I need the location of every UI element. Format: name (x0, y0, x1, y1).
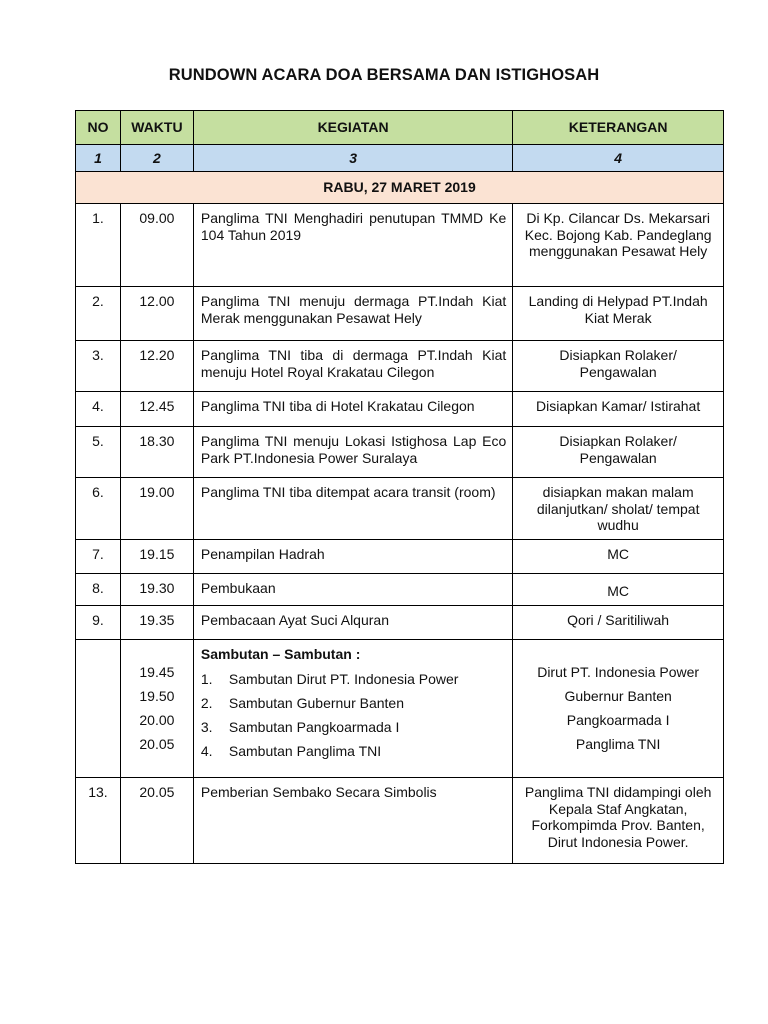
rundown-table (75, 110, 724, 864)
row-time: 09.00 (120, 204, 193, 287)
row-time: 19.15 (120, 540, 193, 574)
table-row (76, 540, 724, 574)
table-row (76, 204, 724, 287)
row-time: 12.20 (120, 341, 193, 392)
row-time: 19.00 (120, 478, 193, 540)
date-row (76, 172, 724, 204)
row-time: 12.45 (120, 392, 193, 427)
row-number: 9. (76, 606, 121, 640)
row-activity: Panglima TNI Menghadiri penutupan TMMD Ke 104 Tahun 2019 (193, 204, 512, 287)
sambutan-item (201, 743, 506, 767)
column-number: 3 (193, 145, 512, 172)
sambutan-item-label: Sambutan Pangkoarmada I (228, 718, 400, 735)
column-number-row (76, 145, 724, 172)
row-activity: Penampilan Hadrah (193, 540, 512, 574)
row-note: Disiapkan Rolaker/ Pengawalan (513, 341, 724, 392)
row-time: 12.00 (120, 287, 193, 341)
row-note: Disiapkan Rolaker/ Pengawalan (513, 427, 724, 478)
table-header-row (76, 111, 724, 145)
row-activity: Panglima TNI menuju dermaga PT.Indah Kiat Merak menggunakan Pesawat Hely (193, 287, 512, 341)
sambutan-note: Dirut PT. Indonesia Power (537, 664, 700, 680)
row-note: MC (513, 540, 724, 574)
row-activity: Pemberian Sembako Secara Simbolis (193, 778, 512, 864)
sambutan-times (120, 640, 193, 778)
date-label: RABU, 27 MARET 2019 (76, 172, 724, 204)
sambutan-time: 19.50 (139, 688, 175, 704)
row-number: 4. (76, 392, 121, 427)
row-number: 6. (76, 478, 121, 540)
table-row (76, 287, 724, 341)
row-activity: Panglima TNI tiba ditempat acara transit (room) (193, 478, 512, 540)
sambutan-item (201, 695, 506, 719)
column-number: 1 (76, 145, 121, 172)
sambutan-item-label: Sambutan Dirut PT. Indonesia Power (228, 670, 459, 687)
sambutan-time: 19.45 (139, 664, 175, 680)
sambutan-item-number: 4. (200, 742, 213, 759)
sambutan-item-number: 3. (200, 718, 213, 735)
header-kegiatan: KEGIATAN (193, 111, 512, 145)
row-number: 3. (76, 341, 121, 392)
sambutan-item (201, 719, 506, 743)
row-number: 5. (76, 427, 121, 478)
sambutan-item (201, 671, 506, 695)
row-number: 1. (76, 204, 121, 287)
sambutan-time: 20.05 (139, 736, 175, 752)
sambutan-note: Gubernur Banten (564, 688, 672, 704)
row-note: MC (513, 574, 724, 606)
row-number (76, 640, 121, 778)
row-note: Panglima TNI didampingi oleh Kepala Staf Angkatan, Forkompimda Prov. Banten, Dirut Indonesia Power. (513, 778, 724, 864)
row-note: Di Kp. Cilancar Ds. Mekarsari Kec. Bojong Kab. Pandeglang menggunakan Pesawat Hely (513, 204, 724, 287)
sambutan-item-number: 1. (200, 670, 213, 687)
sambutan-notes (513, 640, 724, 778)
row-activity: Pembukaan (193, 574, 512, 606)
sambutan-heading: Sambutan – Sambutan : (200, 646, 361, 662)
row-note: disiapkan makan malam dilanjutkan/ sholat/ tempat wudhu (513, 478, 724, 540)
sambutan-time: 20.00 (139, 712, 175, 728)
sambutan-row (76, 640, 724, 778)
table-row (76, 427, 724, 478)
row-activity: Panglima TNI tiba di dermaga PT.Indah Kiat menuju Hotel Royal Krakatau Cilegon (193, 341, 512, 392)
table-row (76, 778, 724, 864)
sambutan-item-label: Sambutan Gubernur Banten (228, 694, 405, 711)
header-no: NO (76, 111, 121, 145)
row-activity: Panglima TNI menuju Lokasi Istighosa Lap Eco Park PT.Indonesia Power Suralaya (193, 427, 512, 478)
table-row (76, 478, 724, 540)
column-number: 2 (120, 145, 193, 172)
sambutan-item-number: 2. (200, 694, 213, 711)
row-activity: Pembacaan Ayat Suci Alquran (193, 606, 512, 640)
row-time: 19.30 (120, 574, 193, 606)
header-keterangan: KETERANGAN (513, 111, 724, 145)
row-number: 7. (76, 540, 121, 574)
sambutan-activities (193, 640, 512, 778)
row-number: 13. (76, 778, 121, 864)
sambutan-item-label: Sambutan Panglima TNI (228, 742, 382, 759)
row-number: 2. (76, 287, 121, 341)
column-number: 4 (513, 145, 724, 172)
row-time: 19.35 (120, 606, 193, 640)
table-row (76, 392, 724, 427)
table-row (76, 574, 724, 606)
row-note: Qori / Saritiliwah (513, 606, 724, 640)
sambutan-note: Panglima TNI (575, 736, 661, 752)
row-time: 18.30 (120, 427, 193, 478)
table-row (76, 606, 724, 640)
document-title: RUNDOWN ACARA DOA BERSAMA DAN ISTIGHOSAH (168, 66, 600, 84)
row-note: Landing di Helypad PT.Indah Kiat Merak (513, 287, 724, 341)
row-number: 8. (76, 574, 121, 606)
sambutan-note: Pangkoarmada I (566, 712, 670, 728)
row-time: 20.05 (120, 778, 193, 864)
header-waktu: WAKTU (120, 111, 193, 145)
row-note: Disiapkan Kamar/ Istirahat (513, 392, 724, 427)
table-row (76, 341, 724, 392)
row-activity: Panglima TNI tiba di Hotel Krakatau Cilegon (193, 392, 512, 427)
